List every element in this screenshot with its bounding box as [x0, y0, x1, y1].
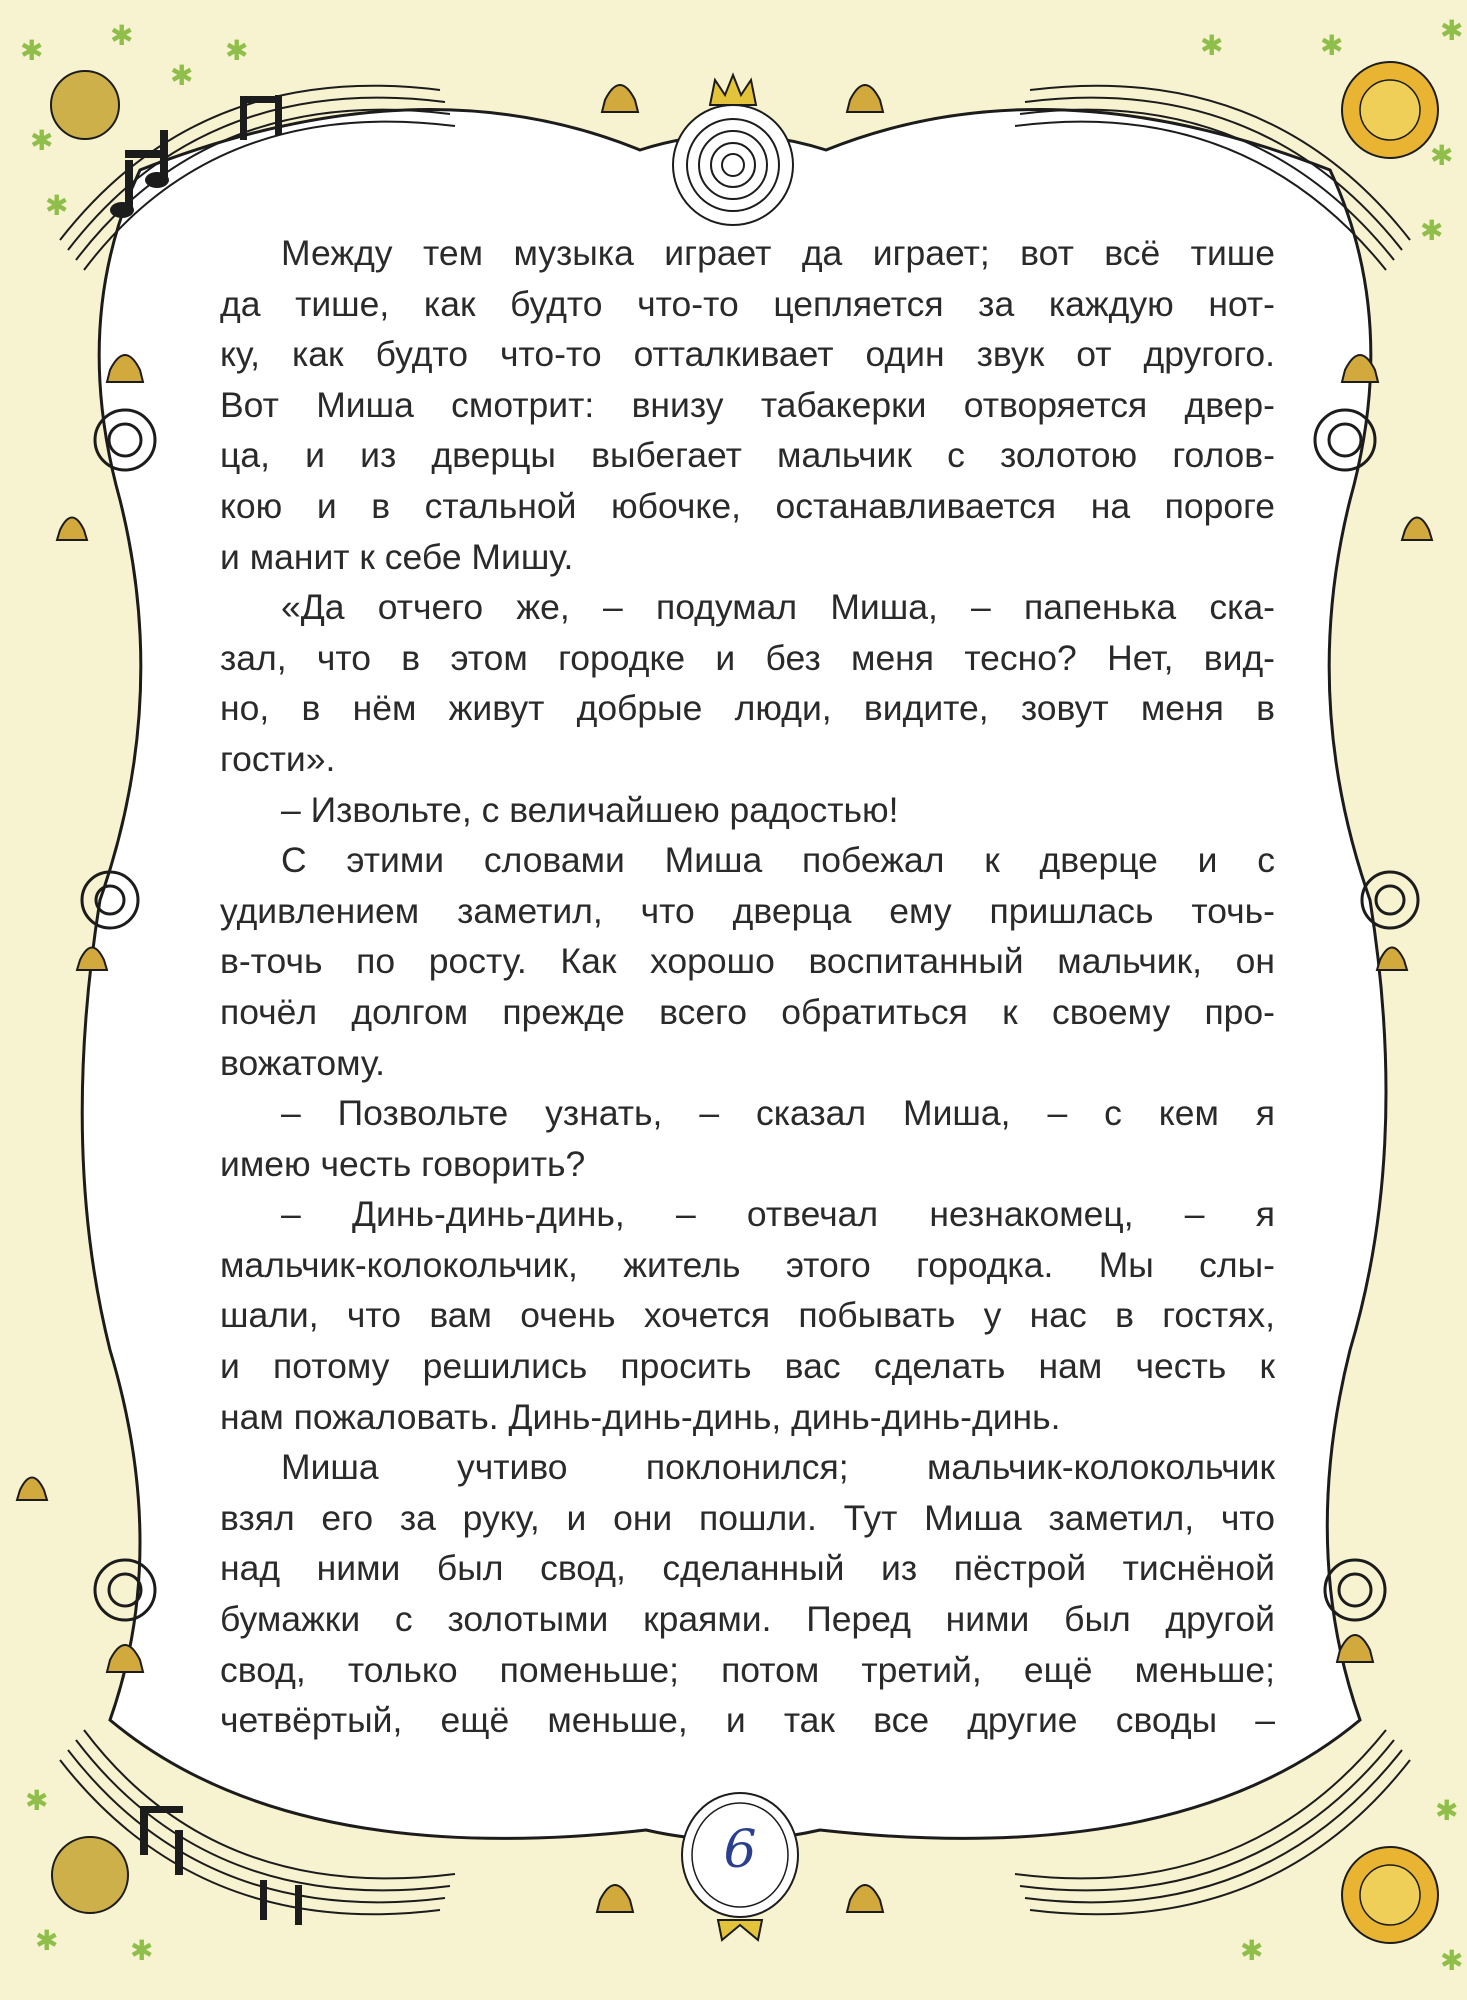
text-line: свод, только поменьше; потом третий, ещё меньше; [220, 1649, 1275, 1690]
paragraph-5 [220, 1088, 1275, 1189]
crown-icon-bottom [718, 1920, 762, 1940]
paragraph-2 [220, 582, 1275, 784]
text-line: «Да отчего же, – подумал Миша, – папенька ска- [281, 587, 1275, 628]
svg-text:✱: ✱ [45, 189, 69, 222]
svg-text:✱: ✱ [1200, 29, 1224, 62]
text-line: нам пожаловать. Динь-динь-динь, динь-динь-динь. [220, 1396, 1061, 1437]
page-number: 6 [723, 1820, 757, 1880]
svg-text:✱: ✱ [1435, 1794, 1459, 1827]
svg-text:✱: ✱ [35, 1924, 59, 1957]
text-line: в-точь по росту. Как хорошо воспитанный мальчик, он [220, 941, 1275, 982]
svg-text:✱: ✱ [1430, 139, 1454, 172]
svg-text:✱: ✱ [1240, 1934, 1264, 1967]
text-line: но, в нём живут добрые люди, видите, зовут меня в [220, 688, 1275, 729]
text-line: С этими словами Миша побежал к дверце и с [281, 840, 1275, 881]
paragraph-6 [220, 1189, 1275, 1442]
text-line: – Позвольте узнать, – сказал Миша, – с кем я [281, 1093, 1275, 1134]
text-line: ку, как будто что-то отталкивает один звук от другого. [220, 334, 1275, 375]
svg-text:✱: ✱ [20, 34, 44, 67]
text-line: над ними был свод, сделанный из пёстрой тиснёной [220, 1548, 1275, 1589]
text-line: – Извольте, с величайшею радостью! [281, 789, 899, 830]
svg-text:✱: ✱ [1320, 29, 1344, 62]
text-line: кою и в стальной юбочке, останавливается на пороге [220, 485, 1275, 526]
svg-text:✱: ✱ [1440, 1944, 1464, 1977]
text-line: зал, что в этом городке и без меня тесно? Нет, вид- [220, 637, 1275, 678]
svg-text:✱: ✱ [110, 19, 134, 52]
crown-icon [710, 75, 756, 105]
text-line: гости». [220, 738, 336, 779]
text-line: взял его за руку, и они пошли. Тут Миша заметил, что [220, 1497, 1275, 1538]
text-line: мальчик-колокольчик, житель этого городка. Мы слы- [220, 1244, 1275, 1285]
paragraph-3 [220, 785, 1275, 836]
svg-text:✱: ✱ [130, 1934, 154, 1967]
text-line: – Динь-динь-динь, – отвечал незнакомец, – я [281, 1194, 1275, 1235]
text-line: ца, и из дверцы выбегает мальчик с золотою голов- [220, 435, 1275, 476]
text-line: шали, что вам очень хочется побывать у нас в гостях, [220, 1295, 1275, 1336]
text-line: и манит к себе Мишу. [220, 536, 574, 577]
svg-text:✱: ✱ [1440, 14, 1464, 47]
svg-text:✱: ✱ [225, 34, 249, 67]
paragraph-4 [220, 835, 1275, 1088]
text-line: вожатому. [220, 1042, 385, 1083]
text-line: удивлением заметил, что дверца ему пришлась точь- [220, 890, 1275, 931]
text-line: Между тем музыка играет да играет; вот всё тише [281, 233, 1275, 273]
paragraph-1 [220, 228, 1275, 582]
text-line: почёл долгом прежде всего обратиться к своему про- [220, 991, 1275, 1032]
spiral-medallion-top [673, 105, 793, 225]
story-text [220, 228, 1275, 1746]
text-line: и потому решились просить вас сделать нам честь к [220, 1346, 1275, 1387]
text-line: да тише, как будто что-то цепляется за каждую нот- [220, 283, 1275, 324]
svg-text:✱: ✱ [30, 124, 54, 157]
paragraph-7 [220, 1442, 1275, 1746]
text-line: Миша учтиво поклонился; мальчик-колокольчик [281, 1447, 1275, 1488]
svg-text:✱: ✱ [1420, 214, 1444, 247]
svg-text:✱: ✱ [25, 1784, 49, 1817]
text-line: бумажки с золотыми краями. Перед ними был другой [220, 1599, 1275, 1640]
text-line: имею честь говорить? [220, 1143, 586, 1184]
text-line: Вот Миша смотрит: внизу табакерки отворяется двер- [220, 384, 1275, 425]
text-line: четвёртый, ещё меньше, и так все другие своды – [220, 1700, 1275, 1741]
svg-text:✱: ✱ [170, 59, 194, 92]
